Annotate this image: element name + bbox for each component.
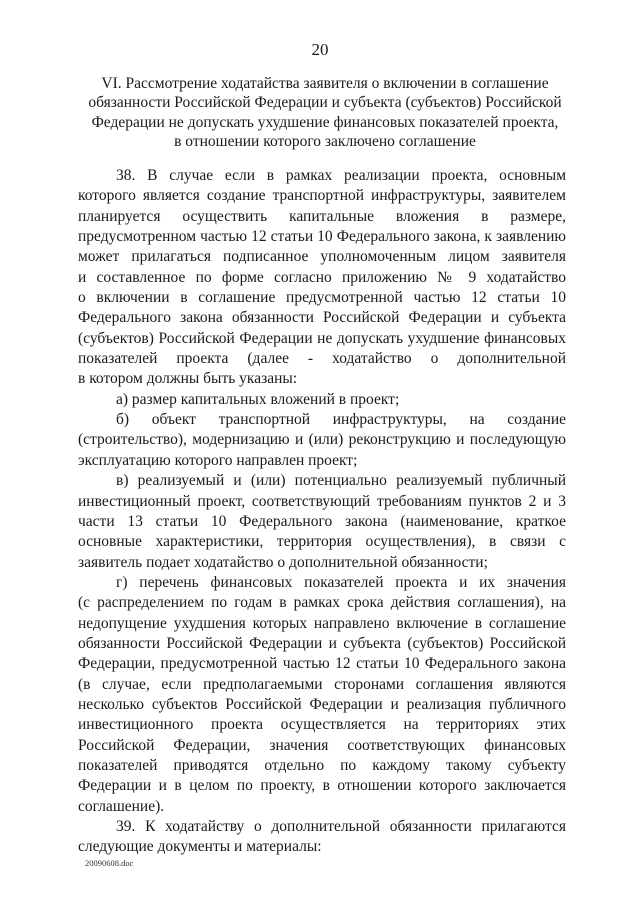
body-line: о включении в соглашение предусмотренной частью 12 статьи 10 (78, 289, 566, 307)
body-line: г) перечень финансовых показателей проекта и их значения (116, 573, 566, 591)
body-line: эксплуатацию которого направлен проект; (78, 451, 358, 469)
body-line: которого является создание транспортной инфраструктуры, заявителем (78, 187, 566, 205)
page-number: 20 (311, 40, 329, 59)
body-line: (строительство), модернизацию и (или) реконструкцию и последующую (78, 431, 566, 449)
body-line: (с распределением по годам в рамках срока действия соглашения), на (78, 594, 566, 612)
section-heading-line: VI. Рассмотрение ходатайства заявителя о включении в соглашение (101, 75, 549, 92)
section-heading-line: в отношении которого заключено соглашение (174, 132, 476, 150)
body-line: инвестиционного проекта осуществляется на территориях этих (78, 716, 566, 734)
body-line: Федерального закона обязанности Российской Федерации и субъекта (78, 309, 566, 327)
body-line: (субъектов) Российской Федерации не допускать ухудшение финансовых (78, 329, 566, 347)
section-heading-line: обязанности Российской Федерации и субъекта (субъектов) Российской (88, 94, 562, 112)
body-line: основные характеристики, территория осуществления), в связи с (78, 533, 566, 551)
body-line: а) размер капитальных вложений в проект; (116, 390, 400, 408)
body-line: в котором должны быть указаны: (78, 370, 298, 388)
body-line: следующие документы и материалы: (78, 838, 322, 856)
body-line: планируется осуществить капитальные вложения в размере, (78, 207, 566, 225)
body-line: (в случае, если предполагаемыми сторонами соглашения являются (78, 675, 566, 693)
body-line: несколько субъектов Российской Федерации и реализация публичного (78, 695, 566, 713)
body-text (78, 166, 566, 858)
body-line: 39. К ходатайству о дополнительной обязанности прилагаются (116, 818, 566, 835)
section-heading-line: Федерации не допускать ухудшение финансовых показателей проекта, (91, 113, 559, 131)
body-line: Российской Федерации, значения соответствующих финансовых (78, 736, 566, 754)
body-line: 38. В случае если в рамках реализации проекта, основным (116, 167, 566, 184)
body-line: показателей приводятся отдельно по каждому такому субъекту (78, 756, 566, 774)
body-line: соглашение). (78, 797, 165, 815)
body-line: и составленное по форме согласно приложению № 9 ходатайство (78, 268, 566, 286)
body-line: б) объект транспортной инфраструктуры, на создание (116, 411, 566, 429)
section-heading (60, 74, 590, 151)
footer-filename: 20090608.doc (85, 858, 134, 868)
body-line: обязанности Российской Федерации и субъекта (субъектов) Российской (78, 634, 566, 652)
body-line: в) реализуемый и (или) потенциально реализуемый публичный (116, 472, 566, 490)
body-line: Федерации, предусмотренной частью 12 статьи 10 Федерального закона (78, 655, 566, 673)
body-line: части 13 статьи 10 Федерального закона (наименование, краткое (78, 512, 566, 530)
body-line: показателей проекта (далее - ходатайство о дополнительной (78, 350, 566, 368)
body-line: предусмотренном частью 12 статьи 10 Федерального закона, к заявлению (78, 228, 566, 246)
body-line: заявитель подает ходатайство о дополнительной обязанности; (78, 553, 488, 571)
body-line: инвестиционный проект, соответствующий требованиям пунктов 2 и 3 (78, 492, 566, 510)
body-line: Федерации и в целом по проекту, в отношении которого заключается (78, 777, 566, 795)
body-line: может прилагаться подписанное уполномоченным лицом заявителя (78, 248, 566, 266)
body-line: недопущение ухудшения которых направлено включение в соглашение (78, 614, 566, 632)
